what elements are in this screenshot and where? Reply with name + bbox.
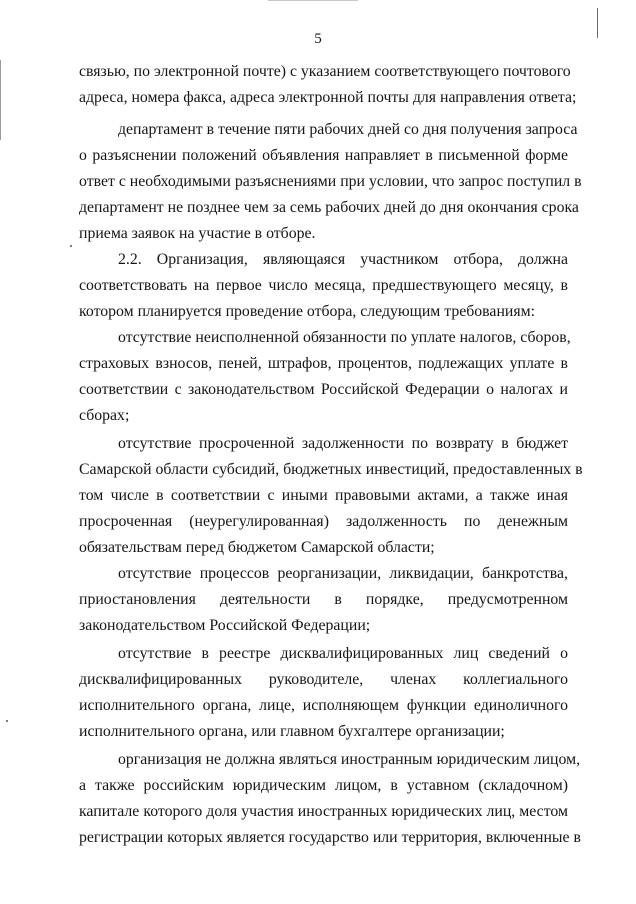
text-line: сборах; — [79, 407, 130, 424]
scan-artifact — [268, 0, 358, 1]
text-line: адреса, номера факса, адреса электронной почты для направления ответа; — [79, 89, 577, 106]
scan-artifact — [70, 245, 72, 247]
text-line: отсутствие в реестре дисквалифицированных лиц сведений о — [118, 645, 568, 662]
text-line: отсутствие просроченной задолженности по возврату в бюджет — [118, 435, 568, 452]
text-line: департамент в течение пяти рабочих дней со дня получения запроса — [118, 121, 578, 138]
text-line: ответ с необходимыми разъяснениями при условии, что запрос поступил в — [79, 173, 582, 190]
text-line: связью, по электронной почте) с указанием соответствующего почтового — [79, 63, 571, 80]
text-line: соответствовать на первое число месяца, предшествующего месяцу, в — [79, 277, 568, 294]
text-line: исполнительного органа, или главном бухгалтере организации; — [79, 723, 505, 740]
text-line: департамент не позднее чем за семь рабочих дней до дня окончания срока — [79, 199, 579, 216]
text-line: отсутствие процессов реорганизации, ликвидации, банкротства, — [118, 565, 568, 582]
text-line: том числе в соответствии с иными правовыми актами, а также иная — [79, 487, 568, 504]
text-line: Самарской области субсидий, бюджетных инвестиций, предоставленных в — [79, 461, 583, 478]
text-line: организация не должна являться иностранным юридическим лицом, — [118, 751, 581, 768]
scan-artifact — [6, 720, 8, 722]
text-line: просроченная (неурегулированная) задолженность по денежным — [79, 513, 568, 530]
text-line: приостановления деятельности в порядке, предусмотренном — [79, 591, 568, 608]
text-line: котором планируется проведение отбора, следующим требованиям: — [79, 303, 536, 320]
text-line: регистрации которых является государство или территория, включенные в — [79, 829, 581, 846]
text-line: исполнительного органа, лице, исполняющем функции единоличного — [79, 697, 568, 714]
text-line: страховых взносов, пеней, штрафов, процентов, подлежащих уплате в — [79, 355, 568, 372]
text-line: о разъяснении положений объявления направляет в письменной форме — [79, 147, 568, 164]
text-line: соответствии с законодательством Российской Федерации о налогах и — [79, 381, 568, 398]
text-line: капитале которого доля участия иностранных юридических лиц, местом — [79, 803, 568, 820]
text-line: дисквалифицированных руководителе, членах коллегиального — [79, 671, 568, 688]
text-line: 2.2. Организация, являющаяся участником отбора, должна — [118, 251, 568, 268]
text-line: обязательствам перед бюджетом Самарской области; — [79, 539, 435, 556]
text-line: законодательством Российской Федерации; — [79, 617, 371, 634]
text-line: а также российским юридическим лицом, в уставном (складочном) — [79, 777, 568, 794]
text-line: отсутствие неисполненной обязанности по уплате налогов, сборов, — [118, 329, 571, 346]
text-line: приема заявок на участие в отборе. — [79, 225, 316, 242]
scan-artifact — [0, 60, 1, 140]
page-number: 5 — [314, 31, 322, 47]
